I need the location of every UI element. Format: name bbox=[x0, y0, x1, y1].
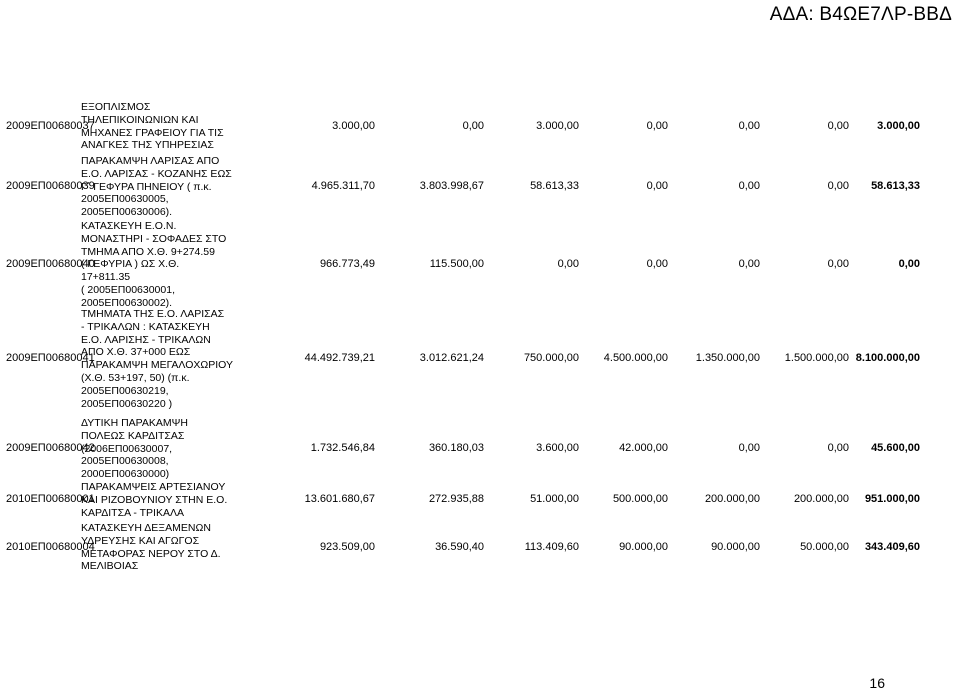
description-line: ΠΑΡΑΚΑΜΨΕΙΣ ΑΡΤΕΣΙΑΝΟΥ bbox=[81, 481, 226, 493]
description-line: ΤΗΛΕΠΙΚΟΙΝΩΝΙΩΝ ΚΑΙ bbox=[81, 113, 199, 126]
project-description bbox=[81, 308, 256, 410]
amount-cell: 0,00 bbox=[462, 119, 484, 132]
amount-total: 343.409,60 bbox=[864, 540, 920, 553]
amount-total: 45.600,00 bbox=[871, 442, 920, 454]
project-description bbox=[81, 481, 256, 519]
description-line: 2005ΕΠ00630005, bbox=[81, 193, 169, 206]
amount-cell: 58.613,33 bbox=[530, 180, 579, 192]
description-line: 2005ΕΠ00630008, bbox=[81, 455, 169, 468]
amount-cell: 0,00 bbox=[738, 442, 760, 454]
amount-total: 8.100.000,00 bbox=[855, 352, 920, 365]
amount-cell: 923.509,00 bbox=[319, 540, 375, 553]
description-line: ( 2005ΕΠ00630001, bbox=[81, 283, 175, 296]
amount-cell: 36.590,40 bbox=[435, 540, 484, 553]
amount-cell: 3.600,00 bbox=[536, 442, 579, 454]
amount-total: 58.613,33 bbox=[871, 180, 920, 192]
amount-cell: 4.965.311,70 bbox=[311, 180, 375, 192]
description-line: ΜΕΤΑΦΟΡΑΣ ΝΕΡΟΥ ΣΤΟ Δ. bbox=[81, 547, 221, 560]
amount-cell: 0,00 bbox=[827, 180, 849, 192]
description-line: (2006ΕΠ00630007, bbox=[81, 442, 173, 455]
description-line: 2000ΕΠ00630000) bbox=[81, 468, 170, 481]
description-line: ΚΑΤΑΣΚΕΥΗ Ε.Ο.Ν. bbox=[81, 220, 177, 232]
project-description bbox=[81, 155, 256, 219]
description-line: ΥΔΡΕΥΣΗΣ ΚΑΙ ΑΓΩΓΟΣ bbox=[81, 534, 200, 547]
amount-cell: 966.773,49 bbox=[319, 257, 375, 270]
amount-cell: 3.803.998,67 bbox=[419, 180, 484, 192]
amount-cell: 90.000,00 bbox=[711, 540, 760, 553]
description-line: ΚΑΡΔΙΤΣΑ - ΤΡΙΚΑΛΑ bbox=[81, 506, 184, 519]
description-line: Ε.Ο. ΛΑΡΙΣΗΣ - ΤΡΙΚΑΛΩΝ bbox=[81, 333, 211, 346]
amount-cell: 360.180,03 bbox=[428, 442, 484, 454]
description-line: ΜΟΝΑΣΤΗΡΙ - ΣΟΦΑΔΕΣ ΣΤΟ bbox=[81, 232, 227, 245]
description-line: ΔΥΤΙΚΗ ΠΑΡΑΚΑΜΨΗ bbox=[81, 417, 188, 429]
amount-cell: 0,00 bbox=[646, 119, 668, 132]
description-line: 2005ΕΠ00630006). bbox=[81, 206, 173, 219]
amount-cell: 272.935,88 bbox=[428, 493, 484, 506]
amount-cell: 750.000,00 bbox=[523, 352, 579, 365]
project-code: 2010ΕΠ00680004 bbox=[6, 540, 95, 553]
description-line: 2005ΕΠ00630002). bbox=[81, 296, 173, 309]
amount-cell: 113.409,60 bbox=[524, 540, 579, 553]
project-code: 2009ΕΠ00680039 bbox=[6, 180, 95, 192]
description-line: ΤΜΗΜΑΤΑ ΤΗΣ Ε.Ο. ΛΑΡΙΣΑΣ bbox=[81, 308, 225, 320]
description-line: (Χ.Θ. 53+197, 50) (π.κ. bbox=[81, 371, 190, 384]
project-description bbox=[81, 101, 256, 152]
project-code: 2009ΕΠ00680040 bbox=[6, 257, 95, 270]
project-code: 2009ΕΠ00680041 bbox=[6, 352, 95, 365]
amount-cell: 50.000,00 bbox=[800, 540, 849, 553]
amount-cell: 0,00 bbox=[646, 180, 668, 192]
description-line: Γ΄ ΓΕΦΥΡΑ ΠΗΝΕΙΟΥ ( π.κ. bbox=[81, 180, 212, 193]
amount-cell: 0,00 bbox=[827, 257, 849, 270]
amount-cell: 3.000,00 bbox=[332, 119, 375, 132]
description-line: 2005ΕΠ00630219, bbox=[81, 384, 169, 397]
amount-cell: 3.012.621,24 bbox=[419, 352, 484, 365]
description-line: ΚΑΤΑΣΚΕΥΗ ΔΕΞΑΜΕΝΩΝ bbox=[81, 522, 211, 534]
amount-cell: 3.000,00 bbox=[536, 119, 579, 132]
amount-cell: 1.350.000,00 bbox=[695, 352, 760, 365]
amount-cell: 0,00 bbox=[738, 180, 760, 192]
amount-total: 3.000,00 bbox=[877, 119, 920, 132]
project-code: 2009ΕΠ00680042 bbox=[6, 442, 95, 454]
description-line: ΚΑΙ ΡΙΖΟΒΟΥΝΙΟΥ ΣΤΗΝ Ε.Ο. bbox=[81, 493, 228, 506]
project-code: 2009ΕΠ00680037 bbox=[6, 119, 95, 132]
description-line: ΠΟΛΕΩΣ ΚΑΡΔΙΤΣΑΣ bbox=[81, 429, 185, 442]
amount-total: 951.000,00 bbox=[864, 493, 920, 506]
amount-cell: 200.000,00 bbox=[793, 493, 849, 506]
description-line: 17+811.35 bbox=[81, 271, 131, 284]
description-line: ΤΜΗΜΑ ΑΠΟ Χ.Θ. 9+274.59 bbox=[81, 245, 215, 258]
amount-cell: 0,00 bbox=[738, 257, 760, 270]
description-line: ΠΑΡΑΚΑΜΨΗ ΛΑΡΙΣΑΣ ΑΠΟ bbox=[81, 155, 220, 167]
description-line: ΜΗΧΑΝΕΣ ΓΡΑΦΕΙΟΥ ΓΙΑ ΤΙΣ bbox=[81, 126, 224, 139]
amount-cell: 42.000,00 bbox=[619, 442, 668, 454]
description-line: ΠΑΡΑΚΑΜΨΗ ΜΕΓΑΛΟΧΩΡΙΟΥ bbox=[81, 359, 233, 372]
amount-cell: 0,00 bbox=[557, 257, 579, 270]
description-line: ΜΕΛΙΒΟΙΑΣ bbox=[81, 560, 139, 573]
amount-cell: 0,00 bbox=[827, 442, 849, 454]
amount-cell: 51.000,00 bbox=[530, 493, 579, 506]
amount-cell: 200.000,00 bbox=[704, 493, 760, 506]
amount-cell: 0,00 bbox=[738, 119, 760, 132]
description-line: ( ΓΕΦΥΡΙΑ ) ΩΣ Χ.Θ. bbox=[81, 258, 180, 271]
description-line: 2005ΕΠ00630220 ) bbox=[81, 397, 173, 410]
project-description bbox=[81, 220, 256, 310]
description-line: ΕΞΟΠΛΙΣΜΟΣ bbox=[81, 101, 151, 113]
amount-cell: 13.601.680,67 bbox=[304, 493, 375, 506]
description-line: - ΤΡΙΚΑΛΩΝ : ΚΑΤΑΣΚΕΥΗ bbox=[81, 320, 210, 333]
amount-cell: 0,00 bbox=[827, 119, 849, 132]
amount-cell: 90.000,00 bbox=[619, 540, 668, 553]
project-description bbox=[81, 522, 256, 573]
description-line: ΑΝΑΓΚΕΣ ΤΗΣ ΥΠΗΡΕΣΙΑΣ bbox=[81, 139, 214, 152]
page-number: 16 bbox=[869, 675, 885, 691]
project-code: 2010ΕΠ00680001 bbox=[6, 493, 95, 506]
amount-cell: 1.732.546,84 bbox=[310, 442, 375, 454]
amount-cell: 500.000,00 bbox=[612, 493, 668, 506]
amount-cell: 1.500.000,00 bbox=[784, 352, 849, 365]
amount-cell: 4.500.000,00 bbox=[603, 352, 668, 365]
description-line: Ε.Ο. ΛΑΡΙΣΑΣ - ΚΟΖΑΝΗΣ ΕΩΣ bbox=[81, 167, 232, 180]
project-description bbox=[81, 417, 256, 481]
amount-cell: 0,00 bbox=[646, 257, 668, 270]
amount-cell: 44.492.739,21 bbox=[304, 352, 375, 365]
amount-total: 0,00 bbox=[898, 257, 920, 270]
description-line: ΑΠΟ Χ.Θ. 37+000 ΕΩΣ bbox=[81, 346, 191, 359]
ada-code: ΑΔΑ: Β4ΩΕ7ΛΡ-ΒΒΔ bbox=[769, 4, 952, 25]
amount-cell: 115.500,00 bbox=[429, 257, 484, 270]
